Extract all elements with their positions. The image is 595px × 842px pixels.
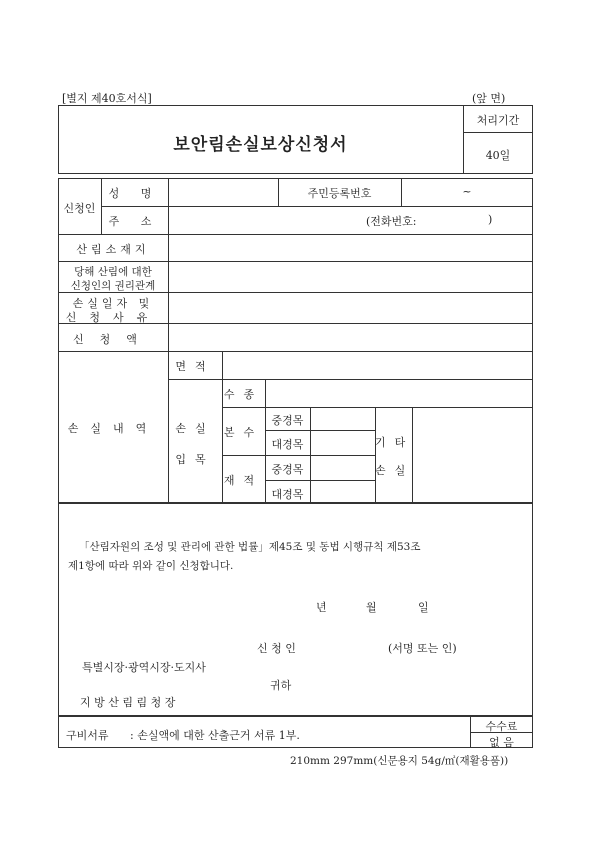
resident-id-value: ~: [462, 185, 472, 198]
form-number: [별지 제40호서식]: [62, 92, 152, 105]
date-month: 월: [366, 601, 377, 614]
fee-value: 없 음: [489, 736, 514, 749]
applicant-group-label: 신청인: [63, 202, 96, 215]
standing-trees-label-2: 입목: [175, 453, 215, 466]
recipient-honorific: 귀하: [270, 679, 292, 692]
phone-close: ): [488, 213, 493, 226]
name-label: 성 명: [108, 187, 161, 200]
fee-label: 수수료: [485, 720, 518, 733]
address-label: 주 소: [108, 215, 161, 228]
signer-label: 신 청 인: [257, 642, 296, 655]
standing-trees-label-1: 손실: [175, 422, 215, 435]
date-year: 년: [316, 601, 327, 614]
forest-location-label: 산림소재지: [76, 243, 150, 256]
count-large-trees: 대경목: [271, 438, 304, 451]
processing-period-value: 40일: [485, 149, 511, 162]
paper-spec-footer: 210mm 297mm(신문용지 54g/㎡(재활용품)): [290, 755, 509, 767]
other-loss-label-1: 기타: [375, 436, 415, 449]
processing-period-label: 처리기간: [476, 114, 520, 127]
requested-amount-label: 신청액: [73, 333, 153, 346]
page-title: 보안림손실보상신청서: [173, 135, 348, 155]
volume-middle-trees: 중경목: [271, 463, 304, 476]
date-day: 일: [418, 601, 429, 614]
loss-reason-label-line1: 손실일자 및: [72, 297, 154, 310]
required-documents-label: 구비서류: [66, 729, 109, 742]
other-loss-label-2: 손실: [375, 464, 415, 477]
volume-large-trees: 대경목: [271, 488, 304, 501]
signature-label: (서명 또는 인): [388, 642, 457, 655]
statement-block: [58, 503, 533, 716]
loss-reason-label-line2: 신청사유: [65, 311, 161, 324]
species-label: 수종: [223, 388, 264, 401]
count-middle-trees: 중경목: [271, 414, 304, 427]
statement-line1: 「산림자원의 조성 및 관리에 관한 법률」제45조 및 동법 시행규칙 제53조: [79, 541, 421, 553]
recipient-line2: 지 방 산 림 림 청 장: [80, 696, 176, 709]
rights-label-line1: 당해 산림에 대한: [74, 266, 152, 278]
area-label: 면적: [175, 360, 215, 373]
page-side-label: (앞 면): [472, 92, 506, 105]
rights-label-line2: 신청인의 권리관계: [70, 280, 156, 292]
phone-label: (전화번호:: [366, 215, 417, 228]
tree-count-label: 본수: [223, 426, 264, 439]
loss-details-label: 손실내역: [67, 422, 159, 435]
resident-id-label: 주민등록번호: [307, 187, 372, 200]
volume-label: 재적: [223, 474, 264, 487]
statement-line2: 제1항에 따라 위와 같이 신청합니다.: [68, 560, 234, 572]
recipient-line1: 특별시장·광역시장·도지사: [82, 661, 206, 674]
required-documents-content: : 손실액에 대한 산출근거 서류 1부.: [130, 729, 300, 742]
